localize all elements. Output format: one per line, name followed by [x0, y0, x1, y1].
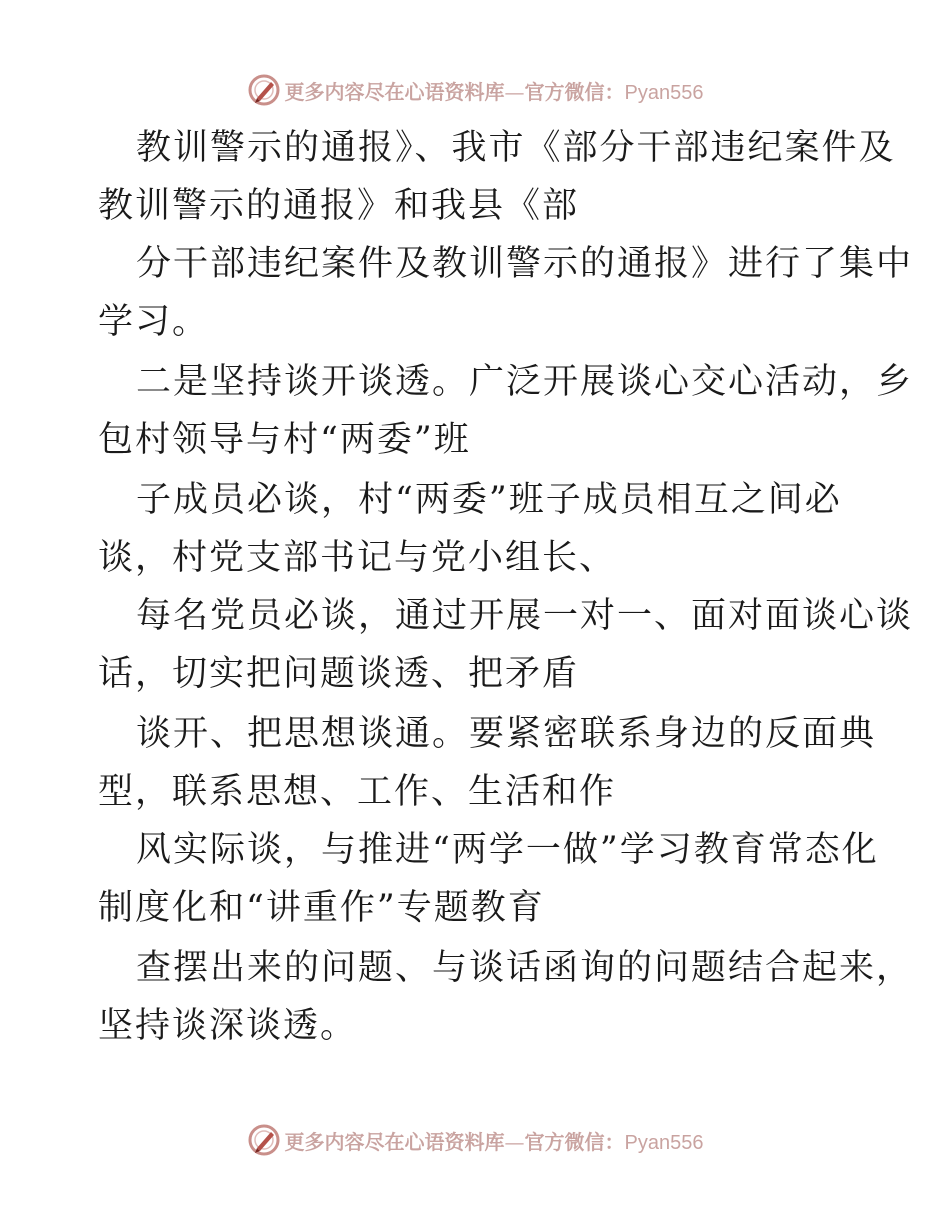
header-watermark-official: 官方微信：	[524, 79, 625, 104]
body-line-12: 型，联系思想、工作、生活和作	[98, 772, 617, 812]
body-line-10: 话，切实把问题谈透、把矛盾	[98, 654, 580, 694]
footer-watermark-official: 官方微信：	[524, 1129, 625, 1154]
body-line-16: 坚持谈深谈透。	[98, 1006, 358, 1046]
header-watermark-wechat: Pyan556	[624, 81, 704, 104]
header-watermark-separator: —	[504, 79, 525, 104]
body-line-3: 分干部违纪案件及教训警示的通报》进行了集中	[136, 244, 914, 284]
body-line-8: 谈，村党支部书记与党小组长、	[98, 538, 617, 578]
body-line-5: 二是坚持谈开谈透。广泛开展谈心交心活动，乡	[136, 362, 914, 402]
header-watermark-group	[247, 73, 704, 107]
body-line-11: 谈开、把思想谈通。要紧密联系身边的反面典	[136, 714, 877, 754]
footer-watermark-text	[285, 1126, 704, 1155]
footer-watermark-group	[247, 1123, 704, 1157]
footer-watermark-main: 更多内容尽在心语资料库	[284, 1129, 505, 1154]
body-line-7: 子成员必谈，村“两委”班子成员相互之间必	[136, 480, 842, 520]
body-line-1: 教训警示的通报》、我市《部分干部违纪案件及	[136, 128, 896, 168]
pen-logo-icon	[247, 73, 281, 107]
body-line-13: 风实际谈，与推进“两学一做”学习教育常态化	[136, 830, 879, 870]
body-line-6: 包村领导与村“两委”班	[98, 420, 471, 460]
header-watermark	[0, 70, 950, 110]
footer-watermark	[0, 1120, 950, 1160]
footer-watermark-separator: —	[504, 1129, 525, 1154]
body-line-15: 查摆出来的问题、与谈话函询的问题结合起来，	[136, 948, 914, 988]
pen-logo-icon	[247, 1123, 281, 1157]
footer-watermark-wechat: Pyan556	[624, 1131, 704, 1154]
body-line-2: 教训警示的通报》和我县《部	[98, 186, 580, 226]
header-watermark-main: 更多内容尽在心语资料库	[284, 79, 505, 104]
body-line-14: 制度化和“讲重作”专题教育	[98, 888, 545, 928]
body-line-4: 学习。	[98, 302, 210, 342]
header-watermark-text	[285, 76, 704, 105]
body-line-9: 每名党员必谈，通过开展一对一、面对面谈心谈	[136, 596, 914, 636]
